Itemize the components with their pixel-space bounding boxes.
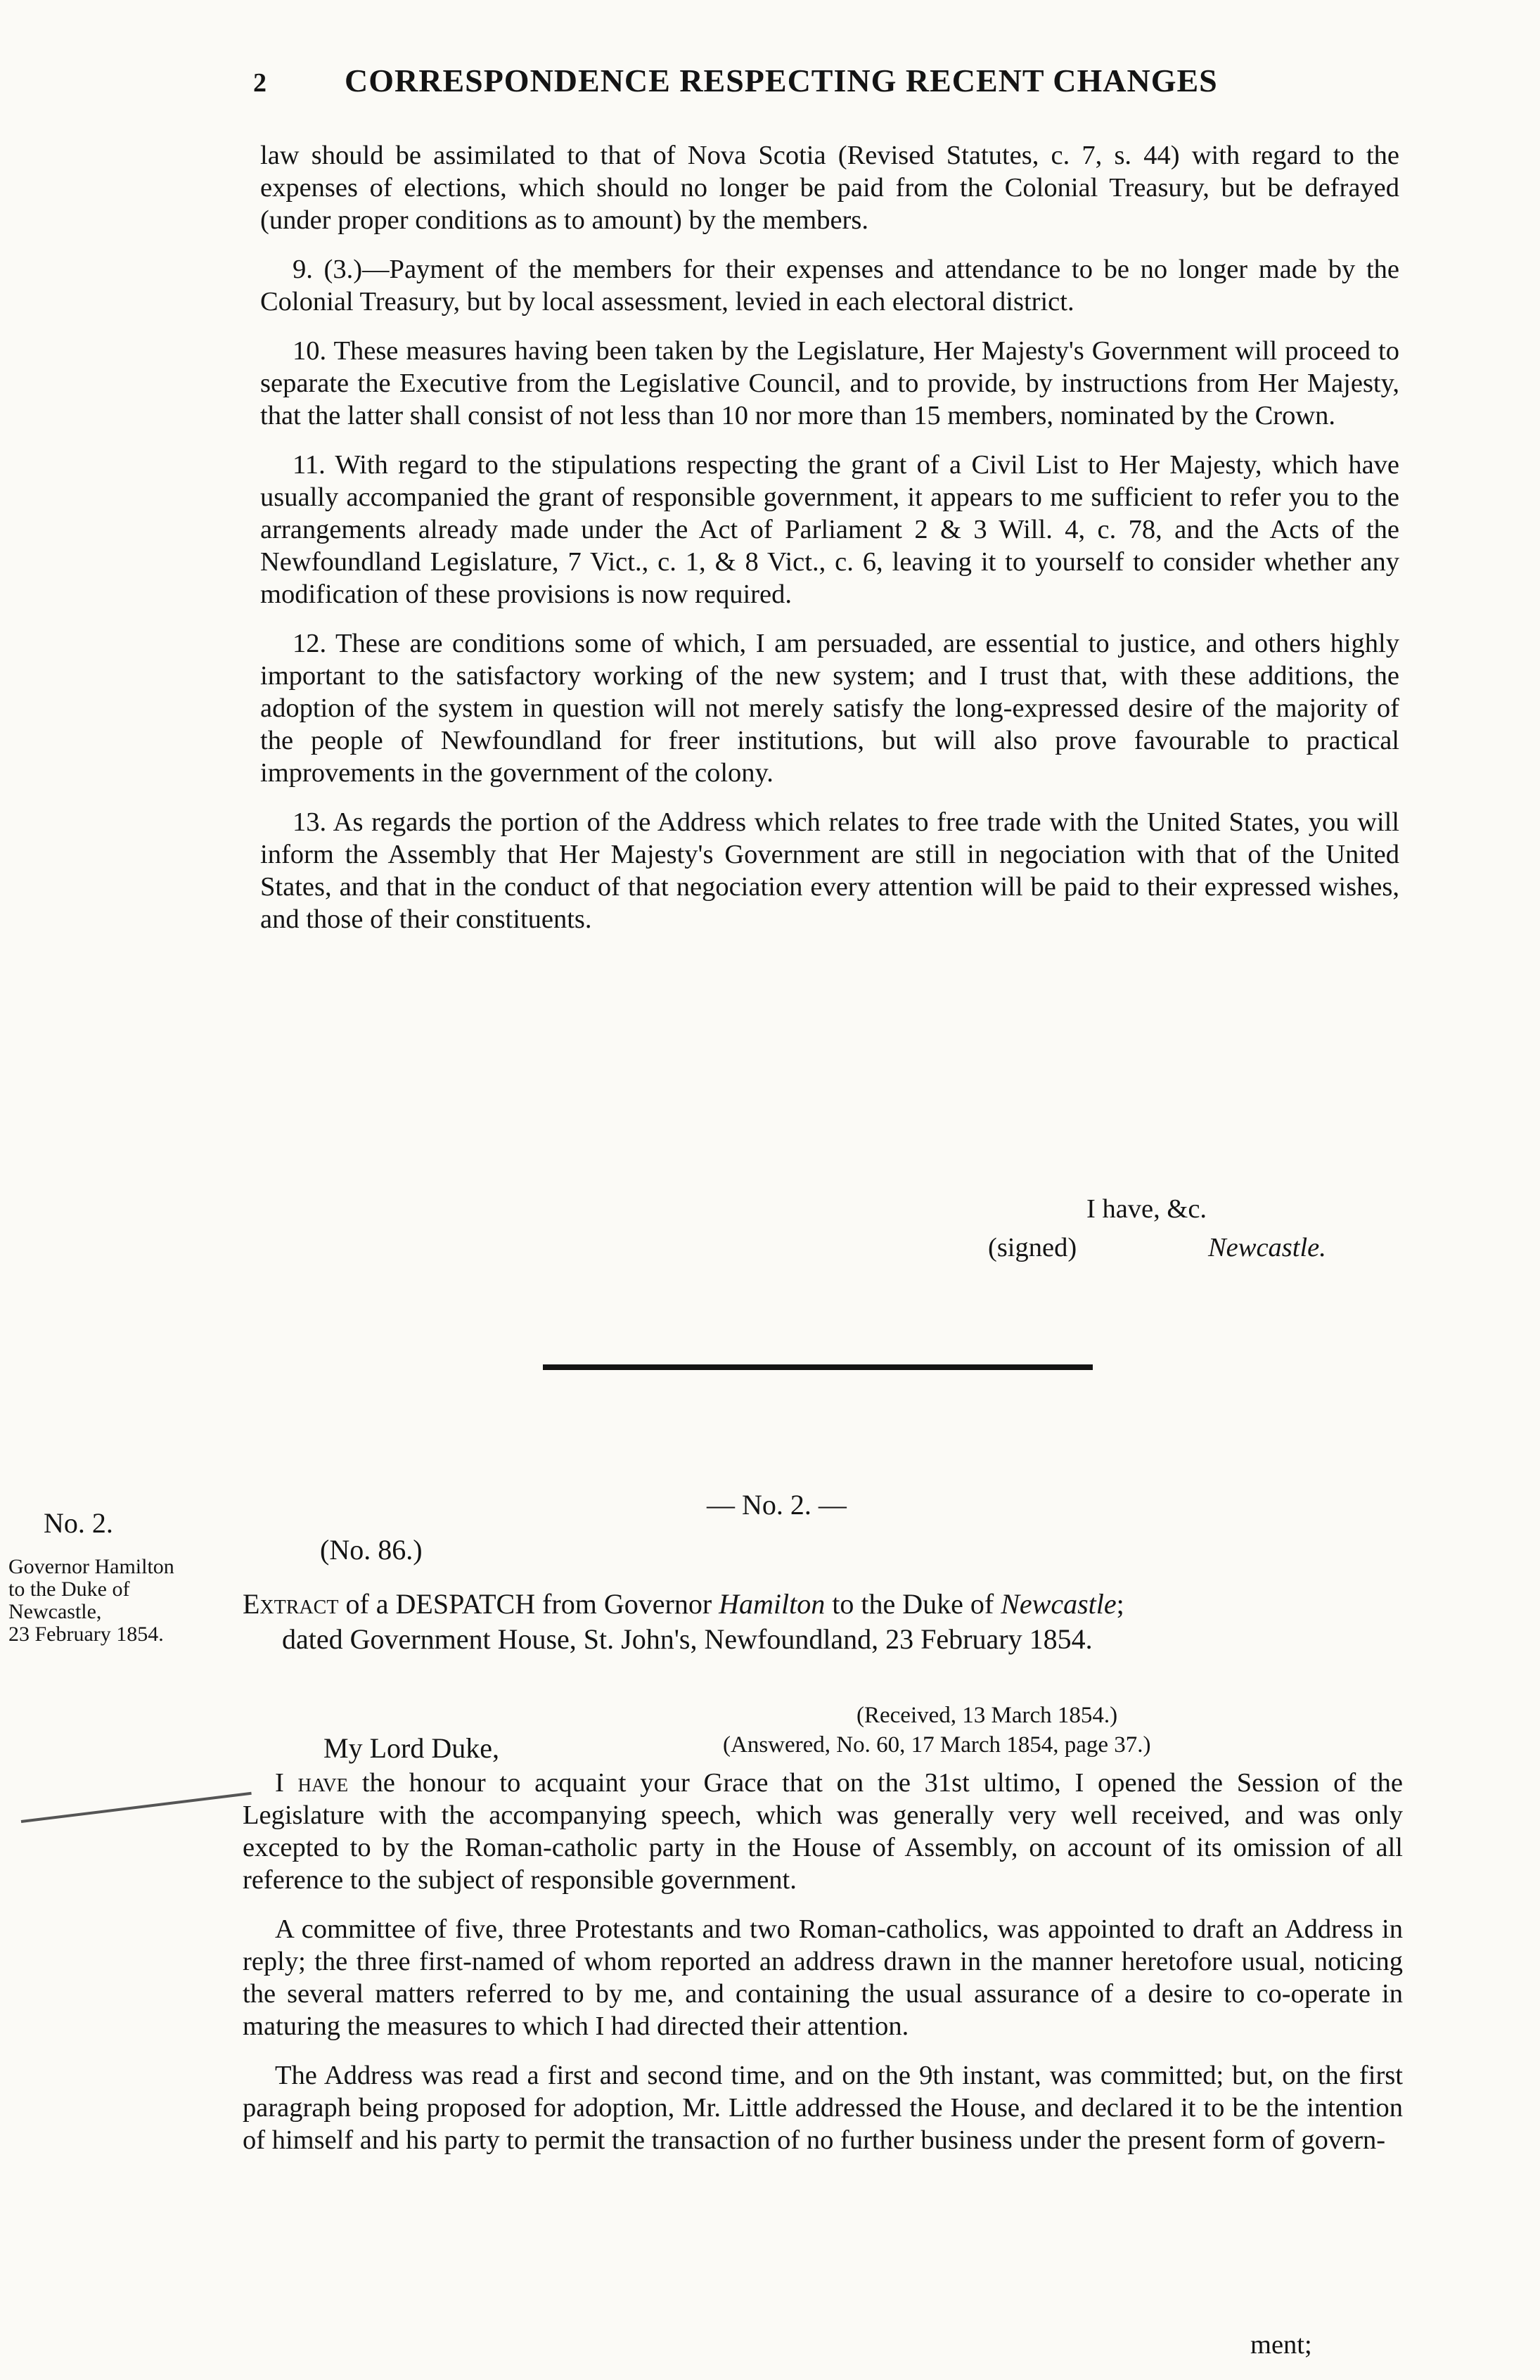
despatch-title-line1 <box>243 1587 1403 1622</box>
duke-name: Newcastle <box>1001 1588 1117 1620</box>
letter-paragraph-3: The Address was read a first and second time, and on the 9th instant, was committed; but, on the first paragraph being proposed for adoption, Mr. Little addressed the House, and declared it to be the intention of himself and his party to permit the transaction of no further business under the present form of govern- <box>243 2061 1403 2155</box>
margin-note-number: No. 2. <box>44 1507 113 1539</box>
paragraph-9: 9. (3.)—Payment of the members for their expenses and attendance to be no longer made by the Colonial Treasury, but by local assessment, levied in each electoral district. <box>260 255 1399 316</box>
extract-word: Extract <box>243 1588 339 1620</box>
margin-note-line: Newcastle, <box>8 1600 102 1623</box>
margin-note-line: to the Duke of <box>8 1578 130 1601</box>
received-date: (Received, 13 March 1854.) <box>856 1703 1118 1728</box>
margin-note-line: Governor Hamilton <box>8 1555 174 1578</box>
title-text: ; <box>1116 1588 1124 1620</box>
paragraph-continuation: law should be assimilated to that of Nova Scotia (Revised Statutes, c. 7, s. 44) with regard to the expenses of elections, which should no longer be paid from the Colonial Treasury, but be defrayed (under proper conditions as to amount) by the members. <box>260 141 1399 235</box>
paragraph-10: 10. These measures having been taken by the Legislature, Her Majesty's Government will proceed to separate the Executive from the Legislative Council, and to provide, by instructions from Her Majesty, that the latter shall consist of not less than 10 nor more than 15 members, nominated by the Crown. <box>260 336 1399 430</box>
section-divider <box>543 1364 1093 1370</box>
margin-pen-mark <box>21 1792 252 1823</box>
letter-paragraph-2: A committee of five, three Protestants and two Roman-catholics, was appointed to draft an Address in reply; the three first-named of whom reported an address drawn in the manner heretofore usual, noticing the several matters referred to by me, and containing the usual assurance of a desire to co-operate in maturing the measures to which I had directed their attention. <box>243 1914 1403 2041</box>
letter-body <box>243 1767 1403 2173</box>
paragraph-12: 12. These are conditions some of which, I am persuaded, are essential to justice, and others highly important to the satisfactory working of the new system; and I trust that, with these additions, the adoption of the system in question will not merely satisfy the long-expressed desire of the majority of the people of Newfoundland for freer institutions, but will also prove favourable to practical improvements in the government of the colony. <box>260 629 1399 788</box>
running-header <box>253 62 1322 99</box>
letter-text: the honour to acquaint your Grace that on the 31st ultimo, I opened the Session of the Legislature with the accompanying speech, which was generally very well received, and was only excepted to by the Roman-catholic party in the House of Assembly, on account of its omission of all reference to the subject of responsible government. <box>243 1768 1403 1895</box>
signature-closing: I have, &c. <box>1086 1194 1207 1224</box>
title-text: of a DESPATCH from Governor <box>338 1588 719 1620</box>
margin-note <box>8 1507 226 1646</box>
signature-name: Newcastle. <box>1208 1233 1326 1262</box>
title-text: to the Duke of <box>825 1588 1001 1620</box>
letter-paragraph-1 <box>243 1767 1403 1896</box>
paragraph-11: 11. With regard to the stipulations respecting the grant of a Civil List to Her Majesty, which have usually accompanied the grant of responsible government, it appears to me sufficient to refer you to the arrangements already made under the Act of Parliament 2 & 3 Will. 4, c. 78, and the Acts of the Newfoundland Legislature, 7 Vict., c. 1, & 8 Vict., c. 6, leaving it to yourself to consider whether any modification of these provisions is now required. <box>260 450 1399 609</box>
catchword: ment; <box>1250 2330 1312 2360</box>
despatch-title-line2: dated Government House, St. John's, Newfoundland, 23 February 1854. <box>282 1623 1093 1655</box>
despatch-title <box>243 1587 1403 1657</box>
top-body <box>260 139 1399 952</box>
governor-name: Hamilton <box>719 1588 826 1620</box>
signature-signed-label: (signed) <box>988 1233 1077 1262</box>
margin-note-line: 23 February 1854. <box>8 1623 164 1646</box>
running-title: CORRESPONDENCE RESPECTING RECENT CHANGES <box>345 63 1218 98</box>
salutation: My Lord Duke, <box>323 1732 499 1764</box>
paragraph-13: 13. As regards the portion of the Address which relates to free trade with the United States, you will inform the Assembly that Her Majesty's Government are still in negociation with that of the United States, and that in the conduct of that negociation every attention will be paid to their expressed wishes, and those of their constituents. <box>260 807 1399 934</box>
document-number-heading: — No. 2. — <box>707 1489 847 1521</box>
letter-first-words: I have <box>275 1768 349 1798</box>
received-answered-note <box>723 1701 1151 1760</box>
answered-note: (Answered, No. 60, 17 March 1854, page 37.) <box>723 1732 1151 1758</box>
despatch-number: (No. 86.) <box>320 1534 423 1566</box>
page-number: 2 <box>253 68 267 98</box>
